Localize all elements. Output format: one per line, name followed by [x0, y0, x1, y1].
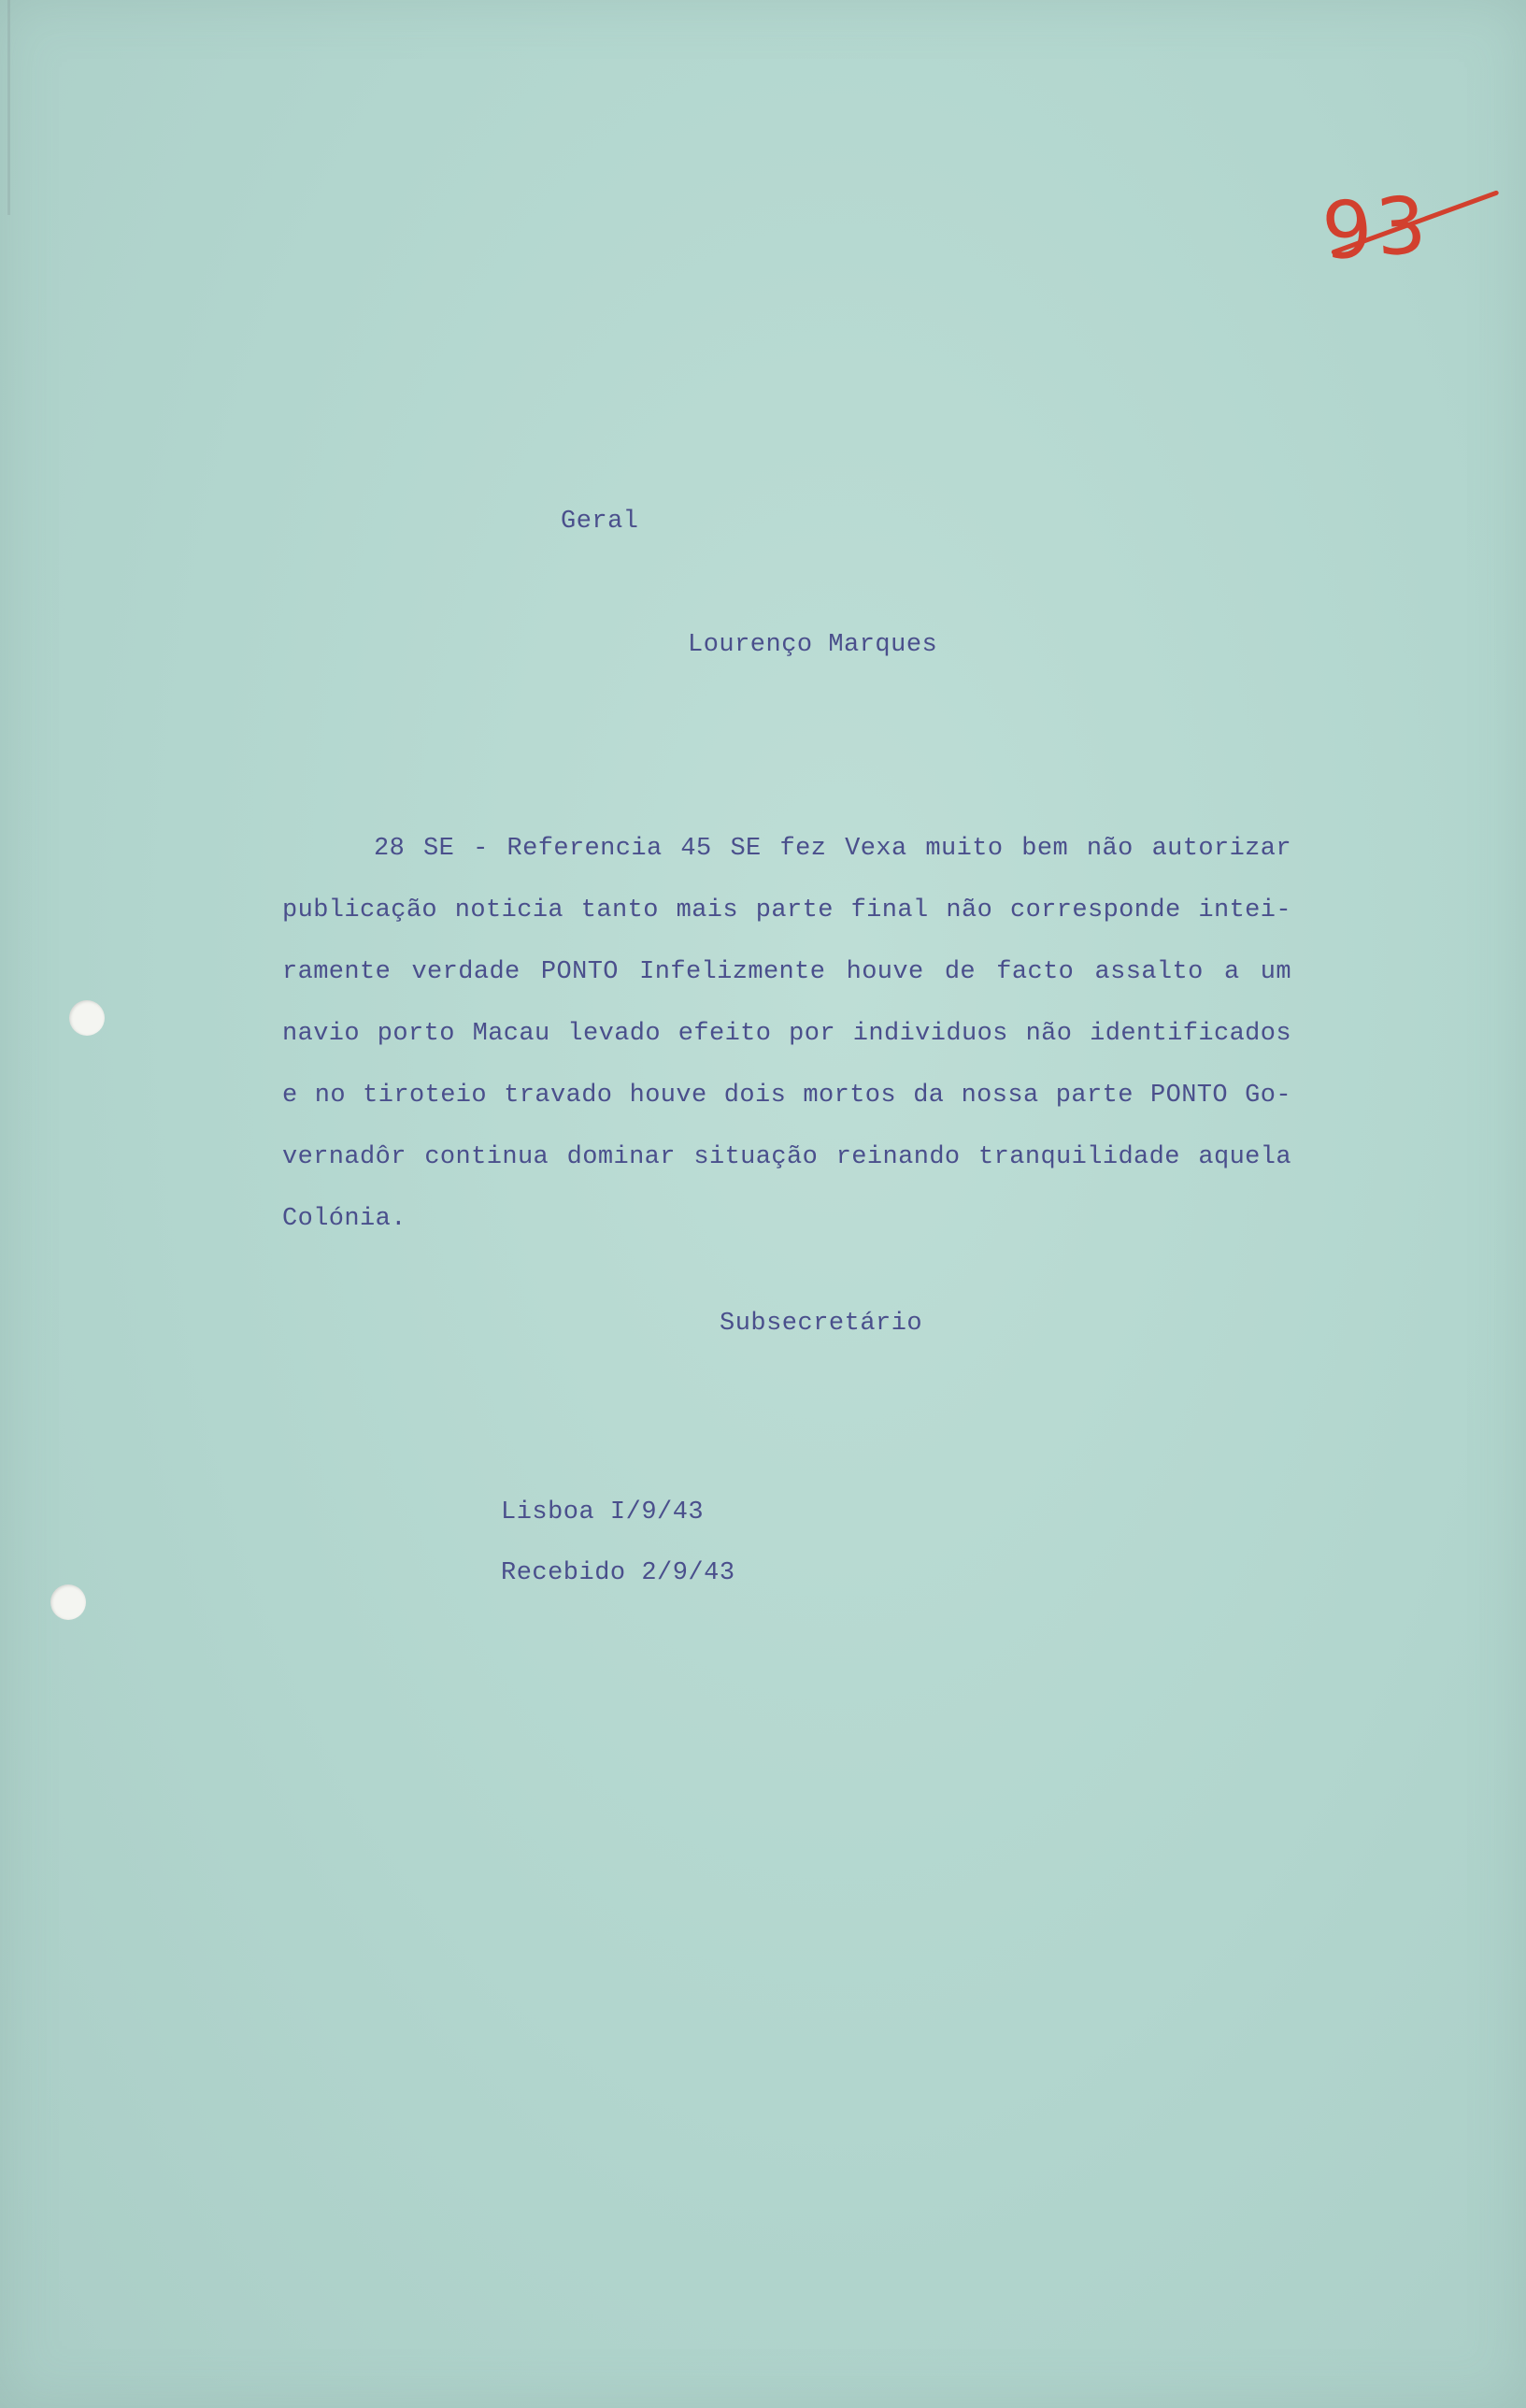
place-date: Lisboa I/9/43 — [501, 1498, 705, 1526]
body-line: e no tiroteio travado houve dois mortos da nossa parte PONTO Go- — [282, 1082, 1291, 1110]
body-line: Colónia. — [282, 1205, 406, 1233]
folio-number: 93 — [1319, 179, 1433, 278]
paper-fold-edge — [7, 0, 10, 215]
signature: Subsecretário — [720, 1310, 923, 1338]
punch-hole-bottom — [50, 1584, 86, 1620]
telegram-body — [282, 818, 1291, 1250]
heading-category: Geral — [561, 508, 639, 536]
received-date: Recebido 2/9/43 — [501, 1559, 735, 1587]
body-line: 28 SE - Referencia 45 SE fez Vexa muito bem não autorizar — [374, 835, 1291, 863]
body-line: ramente verdade PONTO Infelizmente houve de facto assalto a um — [282, 958, 1291, 986]
body-line: publicação noticia tanto mais parte final não corresponde intei- — [282, 896, 1291, 924]
body-line: navio porto Macau levado efeito por individuos não identificados — [282, 1020, 1291, 1048]
punch-hole-top — [69, 1000, 105, 1036]
heading-destination: Lourenço Marques — [688, 631, 938, 659]
body-line: vernadôr continua dominar situação reinando tranquilidade aquela — [282, 1143, 1291, 1171]
